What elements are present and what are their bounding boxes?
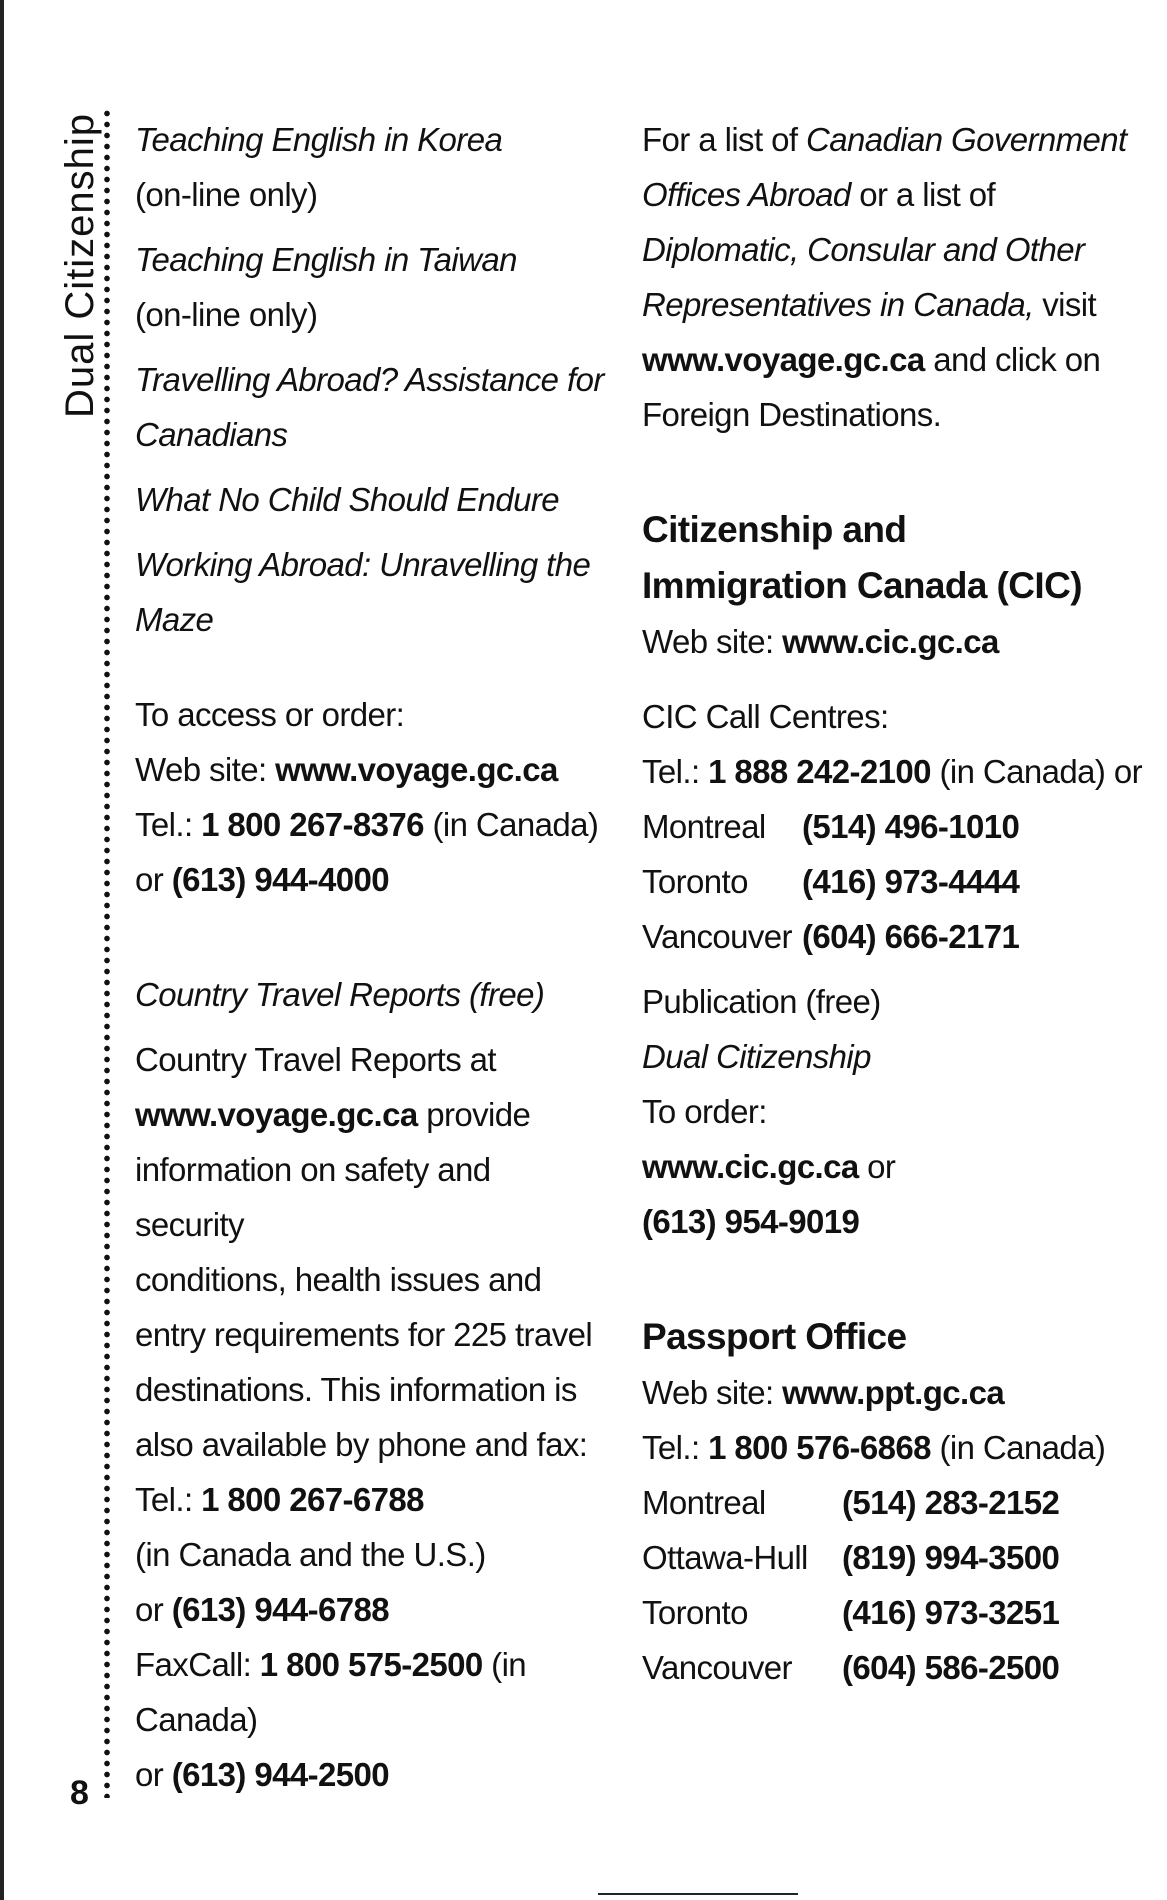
web-link[interactable]: www.ppt.gc.ca — [782, 1374, 1005, 1411]
call-centres-label: CIC Call Centres: — [642, 698, 889, 735]
office-row — [642, 1585, 1142, 1640]
publication-title: Travelling Abroad? Assistance for Canadians — [135, 361, 604, 453]
intro-line — [642, 332, 1142, 387]
order-line — [642, 1139, 1142, 1194]
dotted-divider — [103, 108, 111, 1798]
access-heading: To access or order: — [135, 696, 405, 733]
intro-text: and click on — [924, 341, 1101, 378]
reports-title: Country Travel Reports (free) — [135, 976, 545, 1013]
intro-italic: Diplomatic, Consular and Other — [642, 231, 1085, 268]
passport-tel — [642, 1420, 1142, 1475]
intro-link[interactable]: www.voyage.gc.ca — [642, 341, 925, 378]
tel-number: 1 800 267-6788 — [201, 1481, 424, 1518]
office-row — [642, 854, 1142, 909]
intro-line — [642, 112, 1142, 167]
intro-line — [642, 277, 1142, 332]
intro-italic: Canadian Government — [805, 121, 1127, 158]
office-phone: (416) 973-4444 — [802, 863, 1020, 900]
intro-block — [642, 112, 1142, 442]
publication-title: Teaching English in Korea — [135, 121, 503, 158]
access-web — [135, 742, 605, 797]
intro-italic: Offices Abroad — [642, 176, 851, 213]
intro-italic: Representatives in Canada, — [642, 286, 1034, 323]
tel-suffix: (in Canada) — [423, 806, 599, 843]
reports-text: destinations. This information is — [135, 1371, 577, 1408]
reports-text: information on safety and security — [135, 1151, 491, 1243]
side-title: Dual Citizenship — [58, 112, 102, 418]
office-phone: (416) 973-3251 — [842, 1594, 1060, 1631]
reports-url-line — [135, 1087, 605, 1142]
reports-text: provide — [417, 1096, 531, 1133]
tel-label: Tel.: — [642, 1429, 709, 1466]
intro-text: visit — [1033, 286, 1097, 323]
web-label: Web site: — [135, 751, 276, 788]
fax-label: FaxCall: — [135, 1646, 260, 1683]
intro-text: For a list of — [642, 121, 806, 158]
tel-label: Tel.: — [135, 806, 202, 843]
or-label: or — [135, 861, 172, 898]
publication-title: Working Abroad: Unravelling the Maze — [135, 546, 591, 638]
access-alt — [135, 852, 605, 907]
reports-tel — [135, 1472, 605, 1527]
reports-fax-alt — [135, 1747, 605, 1802]
office-row — [642, 1640, 1142, 1695]
cic-heading: Immigration Canada (CIC) — [642, 565, 1082, 606]
intro-text: or a list of — [850, 176, 996, 213]
bottom-rule — [598, 1893, 798, 1895]
tel-number: 1 800 576-6868 — [708, 1429, 931, 1466]
publication-title: Teaching English in Taiwan — [135, 241, 517, 278]
reports-intro: Country Travel Reports at — [135, 1041, 496, 1078]
tel-label: Tel.: — [135, 1481, 202, 1518]
reports-alt — [135, 1582, 605, 1637]
office-row — [642, 1530, 1142, 1585]
reports-fax — [135, 1637, 605, 1747]
cic-block — [642, 502, 1142, 1249]
reports-block — [135, 967, 605, 1802]
tel-number: 1 800 267-8376 — [201, 806, 424, 843]
tel-number: 1 888 242-2100 — [708, 753, 931, 790]
publication-item — [135, 232, 605, 342]
web-label: Web site: — [642, 623, 783, 660]
intro-line — [642, 167, 1142, 222]
passport-block — [642, 1309, 1142, 1695]
office-city: Vancouver — [642, 918, 792, 955]
passport-web — [642, 1365, 1142, 1420]
alt-number: (613) 944-6788 — [171, 1591, 389, 1628]
web-link[interactable]: www.voyage.gc.ca — [275, 751, 558, 788]
order-label: To order: — [642, 1093, 767, 1130]
publication-item — [135, 352, 605, 462]
office-city: Toronto — [642, 1594, 748, 1631]
office-city: Toronto — [642, 863, 748, 900]
order-phone: (613) 954-9019 — [642, 1203, 860, 1240]
office-city: Vancouver — [642, 1649, 792, 1686]
cic-web — [642, 614, 1142, 669]
reports-text: also available by phone and fax: — [135, 1426, 588, 1463]
cic-tel — [642, 744, 1142, 799]
intro-text: Foreign Destinations. — [642, 396, 942, 433]
office-phone: (514) 283-2152 — [842, 1484, 1060, 1521]
office-row — [642, 909, 1142, 964]
alt-number: (613) 944-4000 — [171, 861, 389, 898]
web-label: Web site: — [642, 1374, 783, 1411]
office-city: Ottawa-Hull — [642, 1539, 808, 1576]
page-number: 8 — [70, 1774, 89, 1812]
publication-note: (on-line only) — [135, 176, 318, 213]
publication-item — [135, 537, 605, 647]
right-column — [642, 112, 1142, 1695]
fax-alt-number: (613) 944-2500 — [171, 1756, 389, 1793]
publication-label: Publication (free) — [642, 983, 881, 1020]
publication-title: What No Child Should Endure — [135, 481, 560, 518]
office-phone: (514) 496-1010 — [802, 808, 1020, 845]
access-tel — [135, 797, 605, 852]
page-edge — [0, 0, 4, 1900]
passport-heading: Passport Office — [642, 1316, 907, 1357]
office-city: Montreal — [642, 1484, 766, 1521]
reports-text: conditions, health issues and — [135, 1261, 542, 1298]
fax-suffix: (in Canada) — [135, 1646, 527, 1738]
publication-title: Dual Citizenship — [642, 1038, 871, 1075]
tel-suffix: (in Canada) — [930, 1429, 1106, 1466]
office-city: Montreal — [642, 808, 766, 845]
publication-item — [135, 112, 605, 222]
office-phone: (604) 666-2171 — [802, 918, 1020, 955]
reports-text: entry requirements for 225 travel — [135, 1316, 593, 1353]
tel-suffix: (in Canada and the U.S.) — [135, 1536, 486, 1573]
office-phone: (604) 586-2500 — [842, 1649, 1060, 1686]
left-column — [135, 112, 605, 1802]
office-row — [642, 1475, 1142, 1530]
or-label: or — [135, 1756, 172, 1793]
publication-list — [135, 112, 605, 647]
office-row — [642, 799, 1142, 854]
tel-label: Tel.: — [642, 753, 709, 790]
or-label: or — [135, 1591, 172, 1628]
tel-suffix: (in Canada) or — [930, 753, 1143, 790]
web-link[interactable]: www.cic.gc.ca — [782, 623, 999, 660]
publication-note: (on-line only) — [135, 296, 318, 333]
order-or: or — [858, 1148, 896, 1185]
reports-link[interactable]: www.voyage.gc.ca — [135, 1096, 418, 1133]
office-phone: (819) 994-3500 — [842, 1539, 1060, 1576]
publication-item — [135, 472, 605, 527]
fax-number: 1 800 575-2500 — [259, 1646, 483, 1683]
access-block — [135, 687, 605, 907]
order-link[interactable]: www.cic.gc.ca — [642, 1148, 859, 1185]
cic-heading: Citizenship and — [642, 509, 907, 550]
